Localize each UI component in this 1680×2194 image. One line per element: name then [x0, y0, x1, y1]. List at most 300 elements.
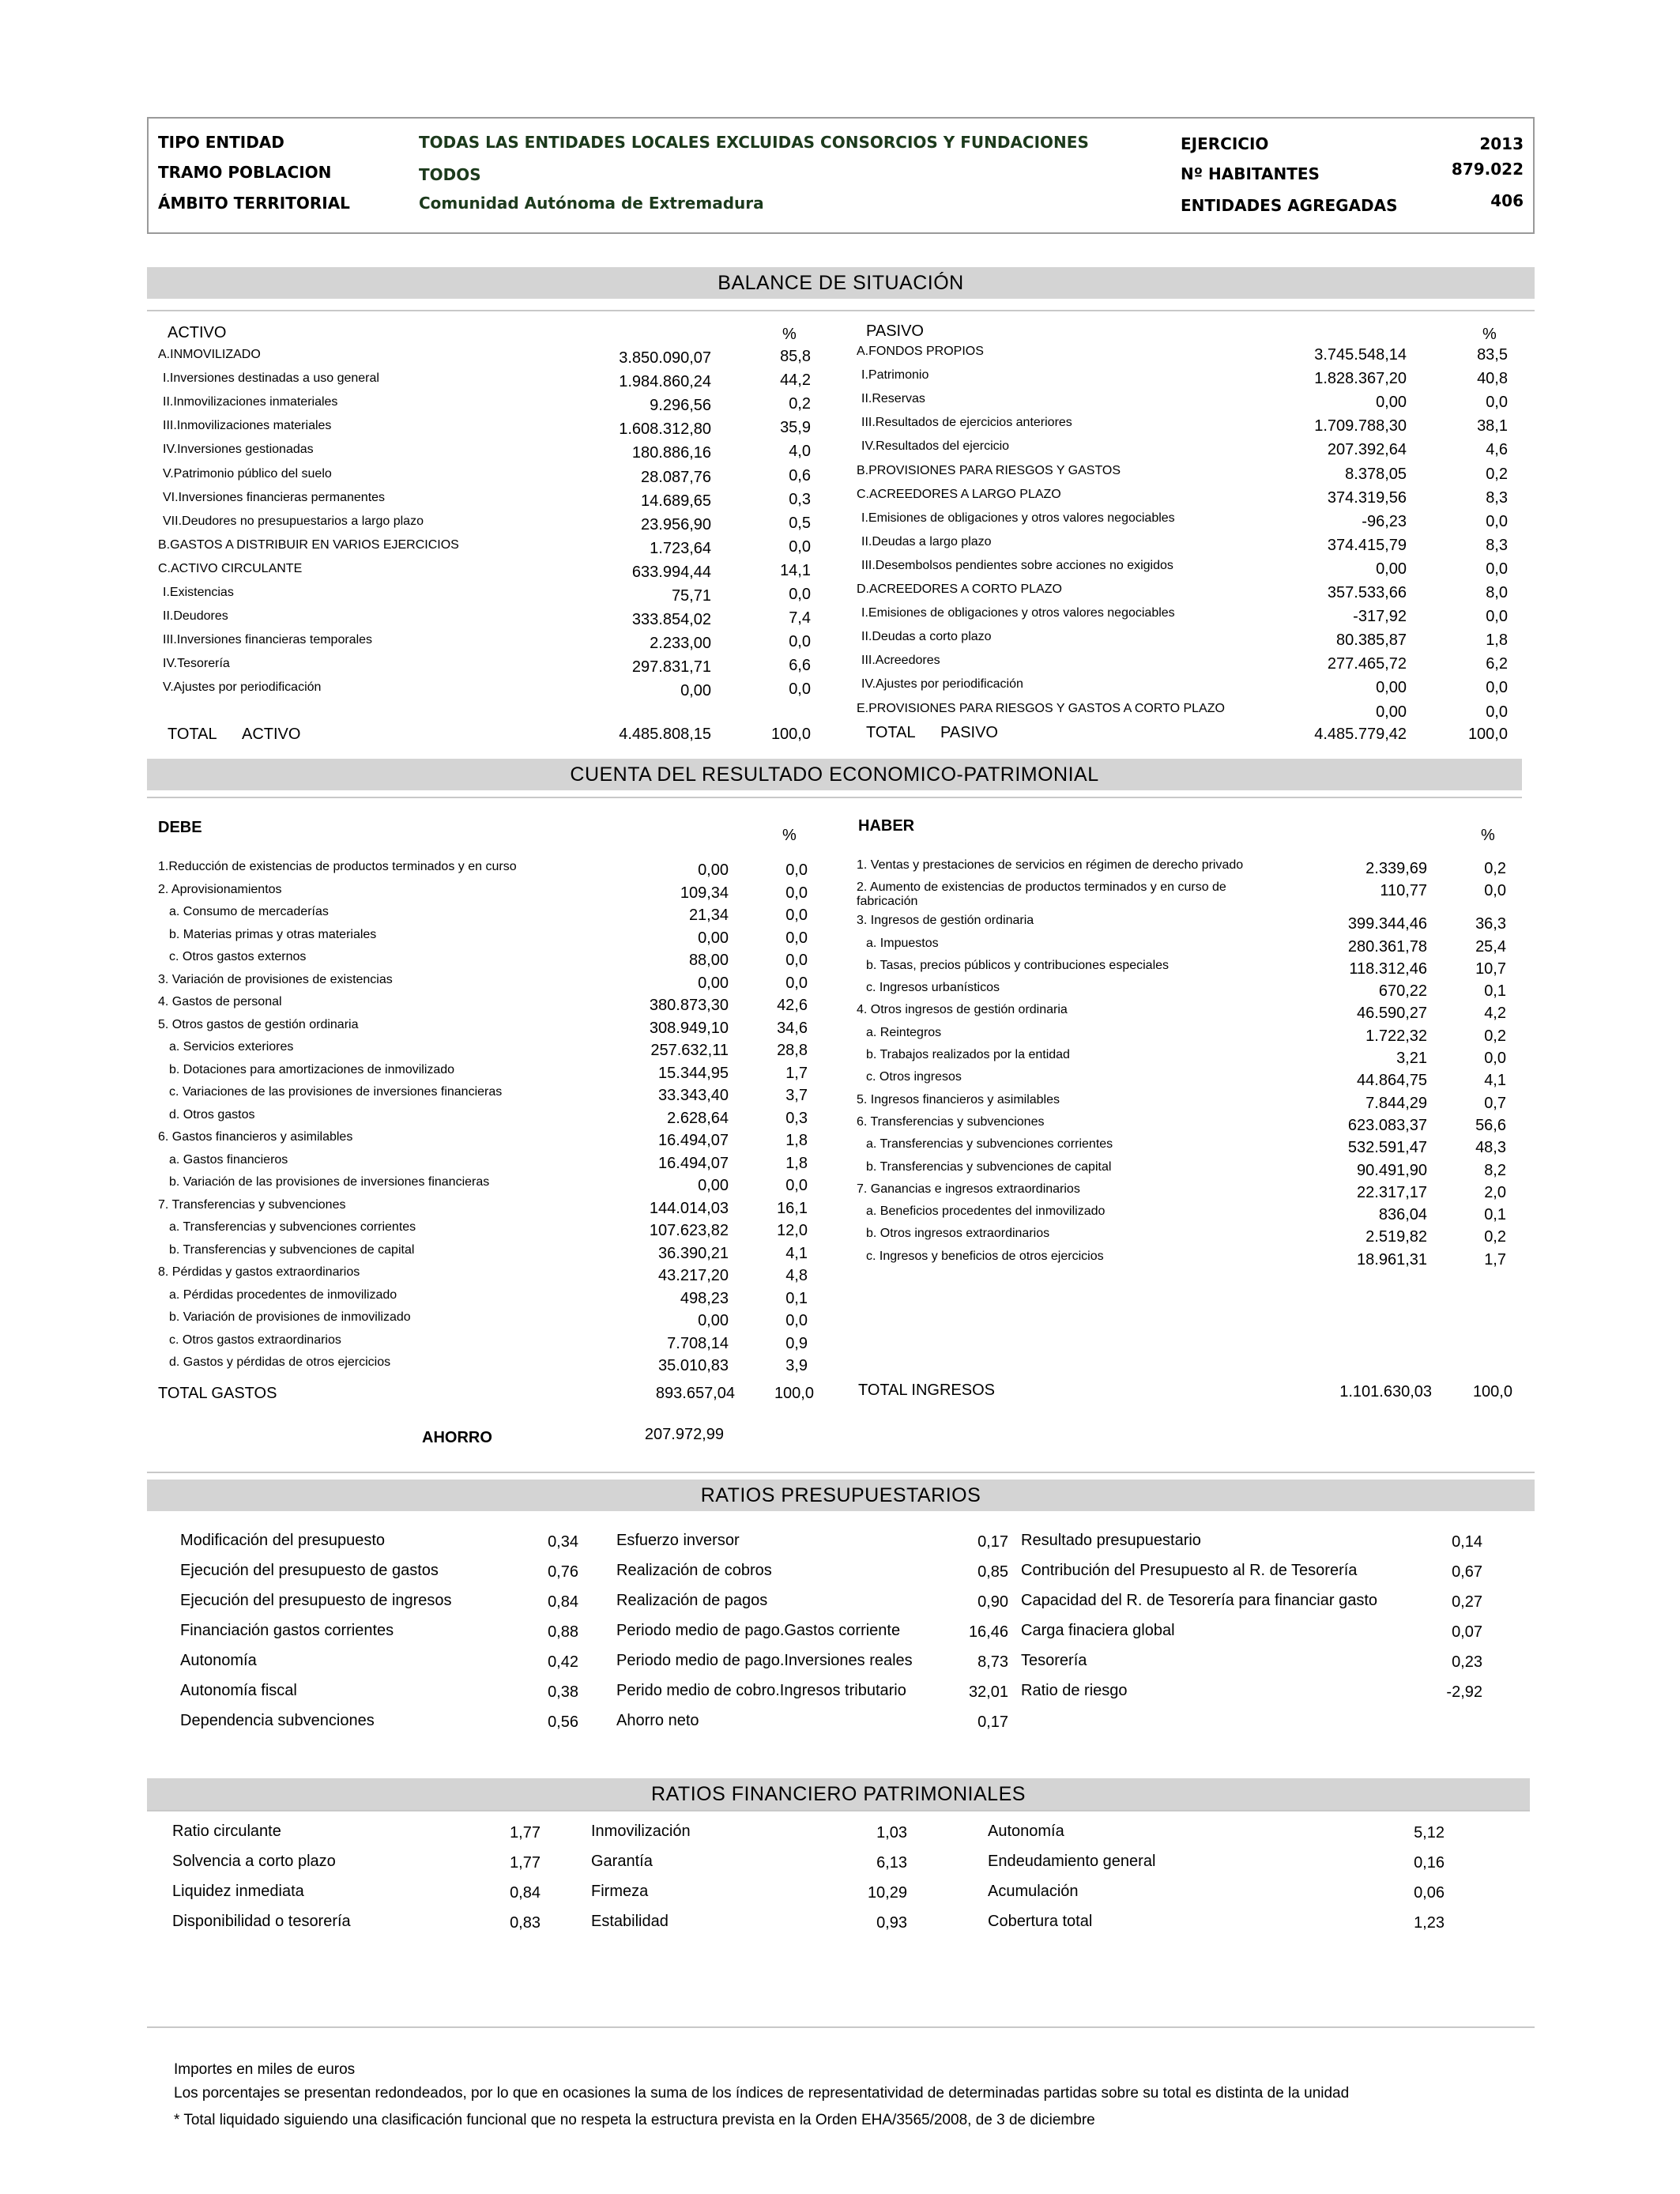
debe-row-pct: 4,1 [785, 1245, 808, 1262]
debe-row-value: 107.623,82 [649, 1222, 729, 1239]
activo-row-pct: 44,2 [780, 371, 811, 389]
pasivo-row-label: C.ACREEDORES A LARGO PLAZO [857, 488, 1061, 501]
debe-row-value: 109,34 [680, 884, 729, 902]
haber-row-pct: 4,1 [1484, 1072, 1506, 1089]
haber-row-value: 110,77 [1380, 882, 1427, 899]
debe-row-value: 21,34 [688, 907, 729, 924]
debe-row-label: b. Transferencias y subvenciones de capital [169, 1243, 415, 1257]
ratio-presupuestario-label: Ejecución del presupuesto de ingresos [180, 1592, 452, 1609]
activo-row-pct: 14,1 [780, 562, 811, 579]
ratio-presupuestario-label: Autonomía fiscal [180, 1682, 297, 1699]
haber-row-pct: 0,2 [1484, 860, 1506, 877]
ratio-presupuestario-value: 0,85 [977, 1563, 1008, 1581]
activo-row-label: V.Patrimonio público del suelo [163, 467, 332, 481]
haber-row-pct: 0,0 [1484, 1050, 1506, 1067]
activo-row-pct: 0,5 [789, 515, 811, 532]
ratio-presupuestario-label: Financiación gastos corrientes [180, 1622, 394, 1639]
cuenta-section-title: CUENTA DEL RESULTADO ECONOMICO-PATRIMONIAL [147, 759, 1522, 790]
haber-row-label: a. Reintegros [866, 1026, 942, 1039]
ratio-presupuestario-value: 0,17 [977, 1713, 1008, 1731]
ratio-financiero-label: Inmovilización [591, 1823, 691, 1840]
ratio-presupuestario-label: Ejecución del presupuesto de gastos [180, 1562, 439, 1579]
ratio-financiero-label: Endeudamiento general [988, 1853, 1156, 1870]
activo-row-value: 1.608.312,80 [619, 420, 711, 438]
pasivo-row-value: 1.709.788,30 [1314, 417, 1407, 435]
debe-row-value: 33.343,40 [658, 1087, 729, 1104]
debe-row-pct: 1,7 [785, 1065, 808, 1082]
debe-row-label: 8. Pérdidas y gastos extraordinarios [158, 1265, 360, 1279]
activo-row-value: 9.296,56 [650, 397, 711, 414]
divider [147, 797, 1522, 798]
pasivo-row-value: -96,23 [1362, 513, 1407, 530]
ejercicio-value: 2013 [1479, 134, 1524, 153]
activo-row-value: 14.689,65 [641, 492, 711, 510]
total-ingresos-label: TOTAL INGRESOS [858, 1382, 995, 1399]
activo-row-value: 297.831,71 [631, 658, 711, 676]
ratio-financiero-value: 0,83 [510, 1914, 541, 1932]
debe-row-pct: 1,8 [785, 1132, 808, 1149]
ratio-financiero-value: 5,12 [1414, 1824, 1445, 1842]
divider [147, 1472, 1535, 1473]
haber-row-pct: 48,3 [1475, 1139, 1506, 1156]
pasivo-row-value: 374.319,56 [1327, 489, 1407, 507]
debe-row-label: 4. Gastos de personal [158, 995, 282, 1008]
tipo-entidad-value: TODAS LAS ENTIDADES LOCALES EXCLUIDAS CONSORCIOS Y FUNDACIONES [419, 133, 1089, 152]
ratio-financiero-value: 0,84 [510, 1884, 541, 1902]
ratio-financiero-label: Firmeza [591, 1883, 649, 1900]
activo-row-label: V.Ajustes por periodificación [163, 680, 322, 694]
haber-row-value: 399.344,46 [1347, 915, 1427, 933]
haber-pct-header: % [1481, 827, 1495, 844]
debe-row-value: 15.344,95 [658, 1065, 729, 1082]
ratio-presupuestario-label: Periodo medio de pago.Gastos corriente [616, 1622, 901, 1639]
debe-row-value: 0,00 [698, 1177, 729, 1194]
debe-row-label: 3. Variación de provisiones de existencias [158, 973, 393, 986]
activo-row-label: III.Inmovilizaciones materiales [163, 419, 332, 432]
debe-row-pct: 34,6 [777, 1020, 808, 1037]
debe-row-label: 6. Gastos financieros y asimilables [158, 1130, 353, 1144]
divider [147, 310, 1535, 311]
haber-row-pct: 2,0 [1484, 1184, 1506, 1201]
haber-row-label: c. Ingresos y beneficios de otros ejercicios [866, 1250, 1104, 1263]
ratio-financiero-value: 10,29 [867, 1884, 907, 1902]
debe-pct-header: % [782, 827, 797, 844]
haber-row-label: 3. Ingresos de gestión ordinaria [857, 914, 1034, 927]
debe-row-pct: 0,0 [785, 929, 808, 947]
activo-row-pct: 4,0 [789, 443, 811, 460]
habitantes-label: Nº HABITANTES [1181, 164, 1320, 183]
haber-row-value: 532.591,47 [1347, 1139, 1427, 1156]
pasivo-row-value: 0,00 [1376, 560, 1407, 578]
pasivo-row-pct: 0,0 [1486, 513, 1508, 530]
debe-row-label: d. Otros gastos [169, 1108, 255, 1122]
total-gastos-label: TOTAL GASTOS [158, 1385, 277, 1402]
debe-row-value: 0,00 [698, 929, 729, 947]
ratio-presupuestario-label: Perido medio de cobro.Ingresos tributario [616, 1682, 906, 1699]
total-pasivo-value: 4.485.779,42 [1314, 726, 1407, 743]
ratio-financiero-label: Autonomía [988, 1823, 1064, 1840]
debe-row-label: b. Materias primas y otras materiales [169, 928, 377, 941]
pasivo-row-label: II.Reservas [861, 392, 925, 405]
activo-row-label: VII.Deudores no presupuestarios a largo plazo [163, 515, 424, 528]
activo-row-label: III.Inversiones financieras temporales [163, 633, 373, 647]
ratio-presupuestario-value: 0,38 [548, 1683, 578, 1701]
haber-row-label: 7. Ganancias e ingresos extraordinarios [857, 1182, 1080, 1196]
debe-row-pct: 1,8 [785, 1155, 808, 1172]
pasivo-row-pct: 0,0 [1486, 679, 1508, 696]
haber-row-value: 2.519,82 [1365, 1228, 1427, 1246]
note-units: Importes en miles de euros [174, 2061, 356, 2078]
pasivo-row-value: 8.378,05 [1345, 466, 1407, 483]
haber-row-pct: 1,7 [1484, 1251, 1506, 1269]
ratio-presupuestario-value: 0,67 [1452, 1563, 1482, 1581]
activo-row-label: II.Deudores [163, 609, 228, 623]
haber-row-label: 1. Ventas y prestaciones de servicios en régimen de derecho privado [857, 858, 1244, 872]
debe-row-value: 16.494,07 [658, 1155, 729, 1172]
ambito-territorial-value: Comunidad Autónoma de Extremadura [419, 194, 764, 213]
pasivo-row-value: 1.828.367,20 [1314, 370, 1407, 387]
debe-row-label: d. Gastos y pérdidas de otros ejercicios [169, 1355, 391, 1369]
debe-row-label: a. Gastos financieros [169, 1153, 288, 1167]
ratio-financiero-value: 1,23 [1414, 1914, 1445, 1932]
activo-row-label: IV.Inversiones gestionadas [163, 443, 314, 456]
activo-row-pct: 6,6 [789, 657, 811, 674]
debe-row-value: 88,00 [688, 952, 729, 969]
ratio-presupuestario-value: 0,17 [977, 1533, 1008, 1551]
pasivo-row-label: III.Resultados de ejercicios anteriores [861, 416, 1072, 429]
haber-row-label: a. Transferencias y subvenciones corrientes [866, 1137, 1113, 1151]
debe-row-label: b. Dotaciones para amortizaciones de inmovilizado [169, 1063, 455, 1076]
total-ingresos-value: 1.101.630,03 [1339, 1383, 1432, 1400]
debe-row-label: c. Otros gastos externos [169, 950, 307, 963]
haber-row-value: 3,21 [1396, 1050, 1427, 1067]
haber-row-label: c. Otros ingresos [866, 1070, 962, 1084]
debe-row-value: 16.494,07 [658, 1132, 729, 1149]
haber-row-label: 4. Otros ingresos de gestión ordinaria [857, 1003, 1068, 1016]
ratio-financiero-value: 1,03 [876, 1824, 907, 1842]
haber-row-value: 623.083,37 [1347, 1117, 1427, 1134]
haber-row-label: a. Impuestos [866, 937, 939, 950]
activo-row-label: I.Inversiones destinadas a uso general [163, 371, 379, 385]
haber-row-pct: 8,2 [1484, 1162, 1506, 1179]
pasivo-row-pct: 8,3 [1486, 537, 1508, 554]
debe-row-value: 257.632,11 [650, 1042, 729, 1059]
activo-row-label: A.INMOVILIZADO [158, 348, 261, 361]
activo-row-pct: 35,9 [780, 419, 811, 436]
pasivo-row-pct: 40,8 [1477, 370, 1508, 387]
ratio-presupuestario-value: 0,90 [977, 1593, 1008, 1611]
ratio-presupuestario-value: 0,88 [548, 1623, 578, 1641]
activo-row-value: 75,71 [671, 587, 711, 605]
debe-row-pct: 4,8 [785, 1267, 808, 1284]
debe-row-label: a. Consumo de mercaderías [169, 905, 329, 918]
ratio-presupuestario-value: 0,14 [1452, 1533, 1482, 1551]
activo-row-value: 2.233,00 [650, 635, 711, 652]
activo-row-value: 633.994,44 [631, 564, 711, 581]
ratio-financiero-label: Cobertura total [988, 1913, 1093, 1930]
ratio-financiero-label: Garantía [591, 1853, 653, 1870]
haber-header: HABER [858, 817, 915, 835]
ratio-financiero-value: 0,16 [1414, 1854, 1445, 1872]
pasivo-row-pct: 6,2 [1486, 655, 1508, 673]
total-ingresos-pct: 100,0 [1472, 1383, 1512, 1400]
activo-row-value: 333.854,02 [631, 611, 711, 628]
debe-row-label: b. Variación de provisiones de inmovilizado [169, 1310, 411, 1324]
ratio-presupuestario-value: 0,42 [548, 1653, 578, 1671]
debe-row-value: 308.949,10 [649, 1020, 729, 1037]
activo-row-value: 3.850.090,07 [619, 349, 711, 367]
ratio-financiero-label: Estabilidad [591, 1913, 669, 1930]
pasivo-row-pct: 1,8 [1486, 631, 1508, 649]
debe-row-pct: 0,0 [785, 952, 808, 969]
activo-row-value: 1.723,64 [650, 540, 711, 557]
ambito-territorial-label: ÁMBITO TERRITORIAL [158, 194, 350, 213]
habitantes-value: 879.022 [1451, 160, 1524, 179]
pasivo-header: PASIVO [866, 322, 924, 340]
ratio-presupuestario-label: Carga finaciera global [1021, 1622, 1175, 1639]
note-rounding: Los porcentajes se presentan redondeados, por lo que en ocasiones la suma de los índices de representatividad de determinadas partidas sobre su total es distinta de la unidad [174, 2085, 1350, 2102]
pasivo-row-value: 3.745.548,14 [1314, 346, 1407, 364]
debe-row-label: 7. Transferencias y subvenciones [158, 1198, 346, 1212]
ratio-presupuestario-label: Esfuerzo inversor [616, 1532, 740, 1549]
ratio-financiero-value: 1,77 [510, 1824, 541, 1842]
debe-row-value: 43.217,20 [658, 1267, 729, 1284]
haber-row-value: 670,22 [1378, 982, 1427, 1000]
ratio-presupuestario-value: 0,84 [548, 1593, 578, 1611]
activo-row-pct: 0,0 [789, 538, 811, 556]
pasivo-row-label: IV.Resultados del ejercicio [861, 439, 1010, 453]
haber-row-pct: 36,3 [1475, 915, 1506, 933]
ratio-presupuestario-label: Realización de pagos [616, 1592, 768, 1609]
entity-header [147, 117, 1535, 234]
ratio-presupuestario-value: 0,56 [548, 1713, 578, 1731]
activo-row-value: 23.956,90 [641, 516, 711, 533]
haber-row-pct: 56,6 [1475, 1117, 1506, 1134]
pasivo-row-label: I.Patrimonio [861, 368, 929, 382]
total-gastos-pct: 100,0 [774, 1385, 814, 1402]
activo-row-label: II.Inmovilizaciones inmateriales [163, 395, 338, 409]
pasivo-row-pct: 0,0 [1486, 703, 1508, 721]
pasivo-row-value: 0,00 [1376, 394, 1407, 411]
debe-row-value: 0,00 [698, 861, 729, 879]
pasivo-row-pct: 0,2 [1486, 466, 1508, 483]
activo-row-value: 180.886,16 [631, 444, 711, 462]
haber-row-label: 5. Ingresos financieros y asimilables [857, 1093, 1060, 1106]
haber-row-pct: 0,2 [1484, 1027, 1506, 1045]
haber-row-value: 280.361,78 [1347, 938, 1427, 956]
debe-row-pct: 3,7 [785, 1087, 808, 1104]
divider [147, 1810, 1530, 1811]
haber-row-label: 6. Transferencias y subvenciones [857, 1115, 1045, 1129]
ratio-financiero-label: Solvencia a corto plazo [172, 1853, 336, 1870]
debe-row-value: 0,00 [698, 974, 729, 992]
total-pasivo-label: TOTAL [866, 724, 916, 741]
tramo-poblacion-label: TRAMO POBLACION [158, 163, 332, 182]
ratio-presupuestario-label: Modificación del presupuesto [180, 1532, 386, 1549]
pasivo-row-pct: 0,0 [1486, 608, 1508, 625]
total-activo-pct: 100,0 [770, 726, 811, 743]
total-pasivo-pct: 100,0 [1467, 726, 1508, 743]
ratio-financiero-label: Ratio circulante [172, 1823, 281, 1840]
pasivo-row-label: B.PROVISIONES PARA RIESGOS Y GASTOS [857, 464, 1121, 477]
entidades-agregadas-label: ENTIDADES AGREGADAS [1181, 196, 1398, 215]
debe-row-pct: 0,1 [785, 1290, 808, 1307]
pasivo-row-value: 0,00 [1376, 679, 1407, 696]
balance-section-title: BALANCE DE SITUACIÓN [147, 267, 1535, 299]
note-classification: * Total liquidado siguiendo una clasificación funcional que no respeta la estructura prevista en la Orden EHA/3565/2008, de 3 de diciembre [174, 2112, 1095, 2128]
ratio-presupuestario-label: Realización de cobros [616, 1562, 772, 1579]
ratio-presupuestario-value: 16,46 [968, 1623, 1008, 1641]
ratio-presupuestario-label: Autonomía [180, 1652, 257, 1669]
activo-row-pct: 0,0 [789, 633, 811, 650]
ratio-presupuestario-value: 32,01 [968, 1683, 1008, 1701]
haber-row-value: 2.339,69 [1365, 860, 1427, 877]
haber-row-label: b. Transferencias y subvenciones de capital [866, 1160, 1112, 1174]
ratio-presupuestario-value: -2,92 [1446, 1683, 1482, 1701]
activo-row-label: I.Existencias [163, 586, 234, 599]
ratio-presupuestario-value: 0,23 [1452, 1653, 1482, 1671]
pasivo-row-label: A.FONDOS PROPIOS [857, 345, 984, 358]
pasivo-row-value: 0,00 [1376, 703, 1407, 721]
ratio-presupuestario-label: Tesorería [1021, 1652, 1087, 1669]
haber-row-value: 18.961,31 [1357, 1251, 1427, 1269]
tramo-poblacion-value: TODOS [419, 165, 481, 184]
debe-row-value: 36.390,21 [658, 1245, 729, 1262]
debe-header: DEBE [158, 819, 202, 836]
ratio-presupuestario-label: Contribución del Presupuesto al R. de Tesorería [1021, 1562, 1358, 1579]
pasivo-row-label: D.ACREEDORES A CORTO PLAZO [857, 582, 1062, 596]
haber-row-pct: 25,4 [1475, 938, 1506, 956]
debe-row-pct: 3,9 [785, 1357, 808, 1374]
total-gastos-value: 893.657,04 [655, 1385, 735, 1402]
activo-row-pct: 0,0 [789, 680, 811, 698]
haber-row-pct: 0,2 [1484, 1228, 1506, 1246]
activo-row-pct: 0,2 [789, 395, 811, 413]
activo-row-label: VI.Inversiones financieras permanentes [163, 491, 386, 504]
debe-row-label: 2. Aprovisionamientos [158, 883, 282, 896]
debe-row-pct: 16,1 [777, 1200, 808, 1217]
haber-row-label: c. Ingresos urbanísticos [866, 981, 1000, 994]
debe-row-pct: 0,0 [785, 884, 808, 902]
haber-row-value: 836,04 [1378, 1206, 1427, 1223]
debe-row-label: b. Variación de las provisiones de inversiones financieras [169, 1175, 490, 1189]
activo-row-label: B.GASTOS A DISTRIBUIR EN VARIOS EJERCICIOS [158, 538, 459, 552]
pasivo-row-value: 207.392,64 [1327, 441, 1407, 458]
activo-row-value: 0,00 [680, 682, 711, 699]
ahorro-label: AHORRO [422, 1429, 492, 1446]
ratios-financieros-title: RATIOS FINANCIERO PATRIMONIALES [147, 1778, 1530, 1810]
haber-row-label: b. Trabajos realizados por la entidad [866, 1048, 1070, 1061]
pasivo-row-pct: 8,0 [1486, 584, 1508, 601]
pasivo-row-value: 80.385,87 [1336, 631, 1407, 649]
ratio-presupuestario-value: 0,07 [1452, 1623, 1482, 1641]
debe-row-label: a. Pérdidas procedentes de inmovilizado [169, 1288, 397, 1302]
ratio-financiero-label: Liquidez inmediata [172, 1883, 304, 1900]
pasivo-row-pct: 0,0 [1486, 560, 1508, 578]
debe-row-pct: 0,0 [785, 1177, 808, 1194]
entidades-agregadas-value: 406 [1490, 191, 1524, 210]
activo-row-value: 1.984.860,24 [619, 373, 711, 390]
pasivo-row-pct: 0,0 [1486, 394, 1508, 411]
activo-row-pct: 0,6 [789, 467, 811, 484]
tipo-entidad-label: TIPO ENTIDAD [158, 133, 284, 152]
ratio-financiero-value: 1,77 [510, 1854, 541, 1872]
pasivo-row-value: 374.415,79 [1327, 537, 1407, 554]
debe-row-pct: 42,6 [777, 997, 808, 1014]
haber-row-value: 118.312,46 [1349, 960, 1427, 978]
pasivo-row-pct: 38,1 [1477, 417, 1508, 435]
pasivo-row-label: II.Deudas a corto plazo [861, 630, 992, 643]
activo-row-pct: 7,4 [789, 609, 811, 627]
haber-row-value: 44.864,75 [1357, 1072, 1427, 1089]
debe-row-value: 2.628,64 [667, 1110, 729, 1127]
activo-row-value: 28.087,76 [641, 469, 711, 486]
debe-row-label: c. Variaciones de las provisiones de inversiones financieras [169, 1085, 503, 1099]
haber-row-label: b. Otros ingresos extraordinarios [866, 1227, 1050, 1240]
debe-row-value: 498,23 [680, 1290, 729, 1307]
debe-row-value: 380.873,30 [649, 997, 729, 1014]
debe-row-value: 35.010,83 [658, 1357, 729, 1374]
haber-row-value: 7.844,29 [1365, 1095, 1427, 1112]
ratio-presupuestario-label: Dependencia subvenciones [180, 1712, 375, 1729]
ratio-financiero-label: Disponibilidad o tesorería [172, 1913, 351, 1930]
total-activo-value: 4.485.808,15 [619, 726, 711, 743]
debe-row-value: 7.708,14 [667, 1335, 729, 1352]
ratio-financiero-value: 0,06 [1414, 1884, 1445, 1902]
debe-row-pct: 12,0 [777, 1222, 808, 1239]
haber-row-pct: 10,7 [1475, 960, 1506, 978]
debe-row-label: a. Servicios exteriores [169, 1040, 294, 1054]
activo-row-label: C.ACTIVO CIRCULANTE [158, 562, 303, 575]
debe-row-label: c. Otros gastos extraordinarios [169, 1333, 341, 1347]
activo-header: ACTIVO [168, 324, 227, 341]
pasivo-row-pct: 4,6 [1486, 441, 1508, 458]
haber-row-value: 90.491,90 [1357, 1162, 1427, 1179]
debe-row-label: a. Transferencias y subvenciones corrientes [169, 1220, 416, 1234]
pasivo-row-pct: 83,5 [1477, 346, 1508, 364]
debe-row-value: 0,00 [698, 1312, 729, 1329]
haber-row-value: 22.317,17 [1357, 1184, 1427, 1201]
ratios-presupuestarios-title: RATIOS PRESUPUESTARIOS [147, 1480, 1535, 1511]
debe-row-label: 5. Otros gastos de gestión ordinaria [158, 1018, 359, 1031]
pasivo-row-label: I.Emisiones de obligaciones y otros valores negociables [861, 606, 1175, 620]
debe-row-pct: 0,0 [785, 907, 808, 924]
divider [147, 2026, 1535, 2028]
activo-row-pct: 0,0 [789, 586, 811, 603]
ratio-presupuestario-label: Resultado presupuestario [1021, 1532, 1201, 1549]
pasivo-row-label: I.Emisiones de obligaciones y otros valores negociables [861, 511, 1175, 525]
haber-row-label: a. Beneficios procedentes del inmovilizado [866, 1204, 1106, 1218]
ratio-presupuestario-label: Capacidad del R. de Tesorería para financiar gasto [1021, 1592, 1378, 1609]
debe-row-pct: 0,0 [785, 974, 808, 992]
debe-row-pct: 0,3 [785, 1110, 808, 1127]
ratio-presupuestario-label: Ahorro neto [616, 1712, 699, 1729]
ratio-financiero-value: 6,13 [876, 1854, 907, 1872]
pasivo-row-value: 357.533,66 [1327, 584, 1407, 601]
ratio-financiero-value: 0,93 [876, 1914, 907, 1932]
ahorro-value: 207.972,99 [644, 1426, 724, 1443]
haber-row-pct: 0,1 [1484, 1206, 1506, 1223]
debe-row-pct: 0,9 [785, 1335, 808, 1352]
ratio-presupuestario-value: 0,76 [548, 1563, 578, 1581]
ratio-financiero-label: Acumulación [988, 1883, 1079, 1900]
pasivo-pct-header: % [1482, 326, 1497, 343]
haber-row-pct: 0,1 [1484, 982, 1506, 1000]
debe-row-pct: 0,0 [785, 861, 808, 879]
debe-row-label: 1.Reducción de existencias de productos terminados y en curso [158, 860, 517, 873]
pasivo-row-label: II.Deudas a largo plazo [861, 535, 992, 548]
debe-row-pct: 28,8 [777, 1042, 808, 1059]
